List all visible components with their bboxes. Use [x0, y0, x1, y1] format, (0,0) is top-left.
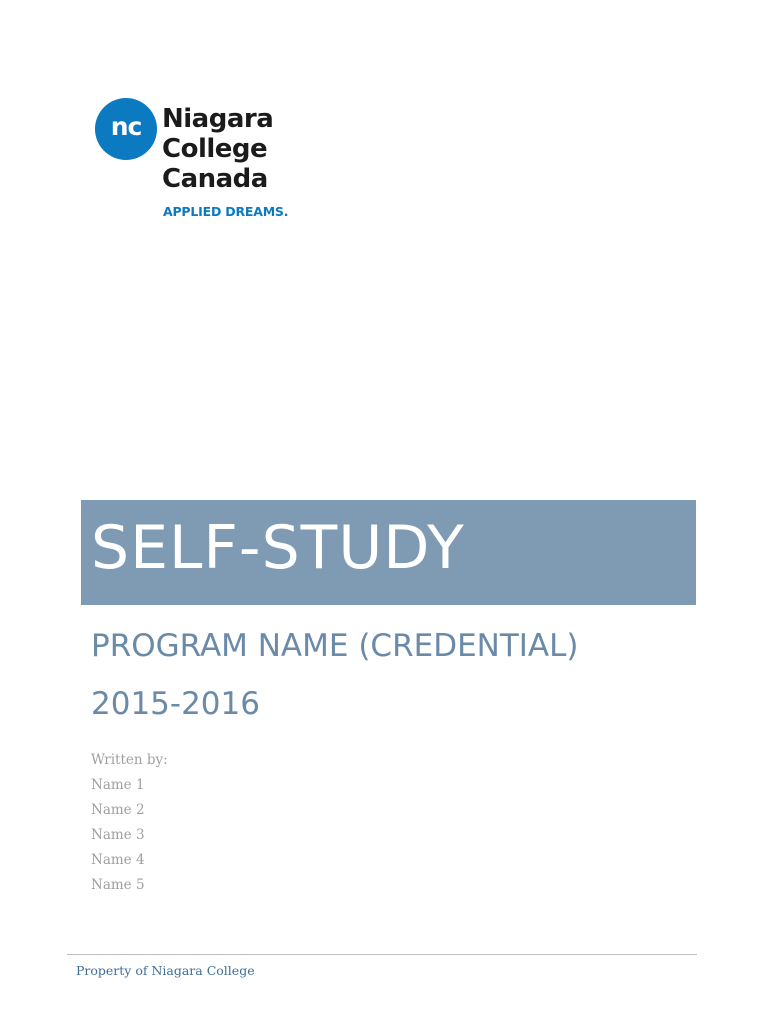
logo-name-line-2: College	[162, 134, 268, 164]
author-name: Name 3	[91, 827, 145, 843]
author-name: Name 2	[91, 802, 145, 818]
author-name: Name 5	[91, 877, 145, 893]
logo-name-line-3: Canada	[162, 164, 268, 194]
niagara-college-logo	[95, 98, 305, 228]
authors-block	[91, 748, 168, 898]
logo-tagline: APPLIED DREAMS.	[163, 204, 289, 219]
academic-year: 2015-2016	[91, 686, 260, 722]
footer-text: Property of Niagara College	[76, 963, 255, 978]
author-name: Name 4	[91, 852, 145, 868]
author-name: Name 1	[91, 777, 145, 793]
footer-divider	[67, 954, 697, 955]
logo-monogram: nc	[95, 98, 157, 160]
logo-name	[162, 104, 312, 194]
document-title: SELF-STUDY	[91, 513, 465, 583]
title-band	[81, 500, 696, 605]
logo-name-line-1: Niagara	[162, 104, 274, 134]
written-by-label: Written by:	[91, 752, 168, 768]
program-name: PROGRAM NAME (CREDENTIAL)	[91, 628, 579, 664]
